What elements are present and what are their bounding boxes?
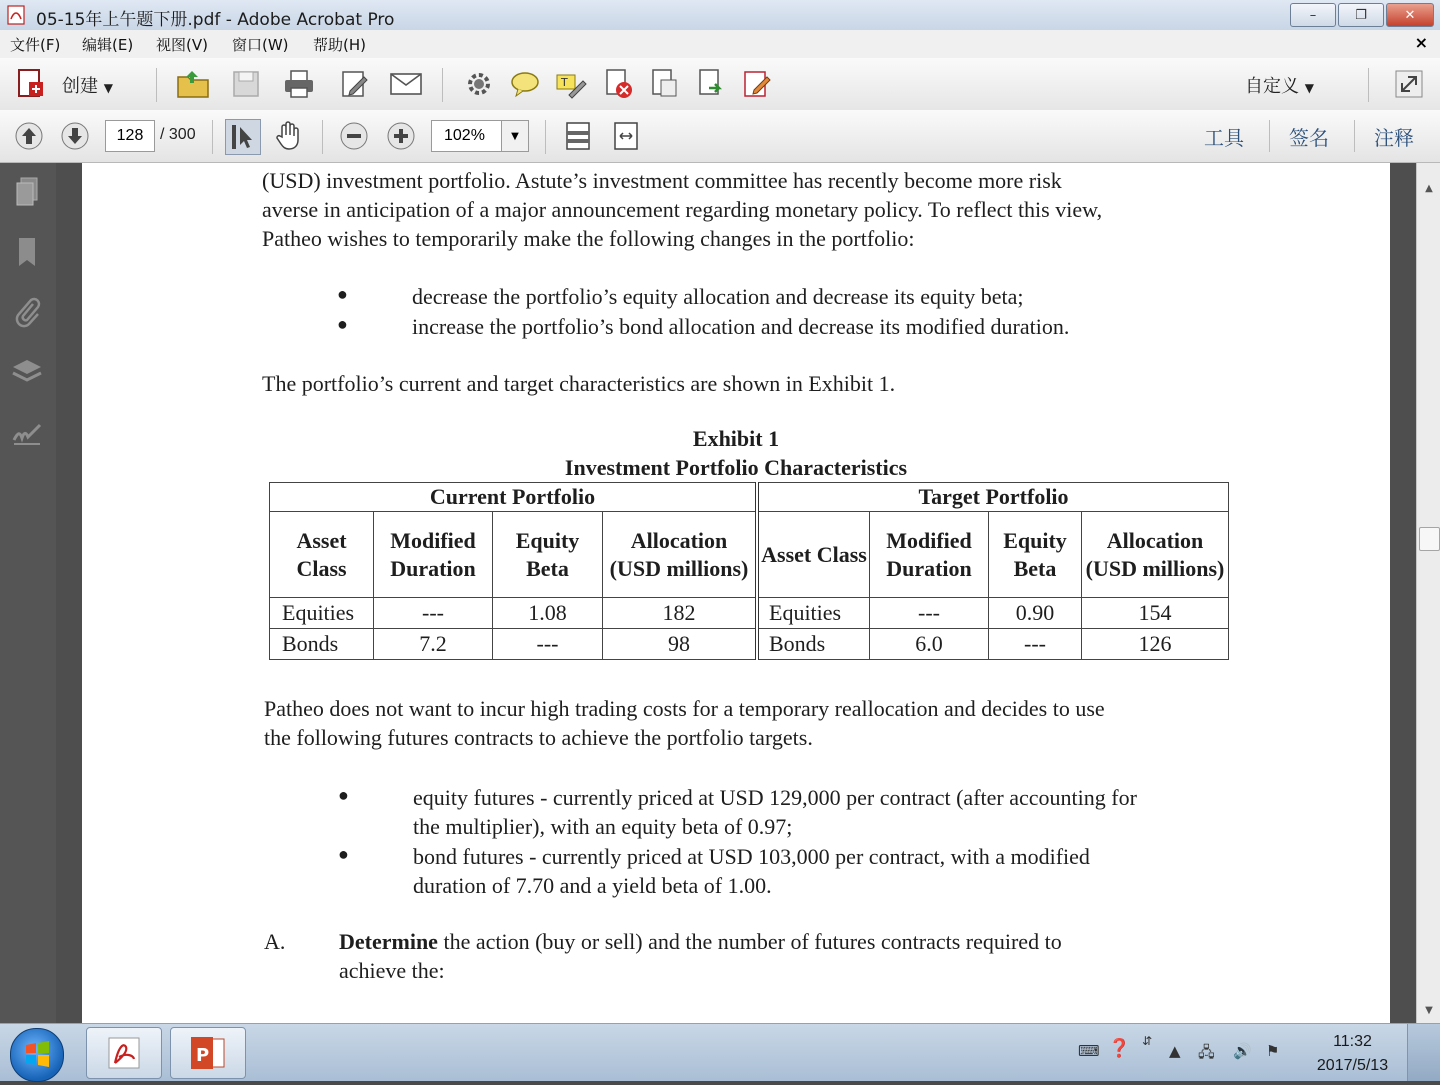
toolbar-divider [442,68,443,102]
windows-logo-icon [11,1029,63,1081]
taskbar-powerpoint-app[interactable] [170,1027,246,1079]
table-cell: Bonds [270,629,374,660]
title-bar [0,0,1440,31]
svg-text:P: P [196,1045,210,1066]
text-line: the action (buy or sell) and the number of futures contracts required to [437,929,1062,954]
column-header: Allocation (USD millions) [603,512,758,598]
hand-tool-icon[interactable] [272,119,306,153]
table-cell: --- [989,629,1082,660]
table-cell: Equities [757,598,870,629]
attachments-icon[interactable] [10,295,44,329]
acrobat-icon [106,1035,142,1071]
svg-text:T: T [561,76,568,89]
table-cell: Equities [270,598,374,629]
extract-page-icon[interactable] [648,67,682,101]
bullet-item [413,842,1090,900]
menu-window[interactable]: 窗口(W) [232,36,289,54]
table-cell: 154 [1082,598,1229,629]
previous-page-icon[interactable] [12,119,46,153]
delete-page-icon[interactable] [602,67,636,101]
keyboard-icon[interactable]: ⌨ [1078,1042,1100,1060]
bullet-icon: ● [338,785,349,805]
clock-date: 2017/5/13 [1316,1057,1389,1074]
toolbar-divider [212,120,213,154]
save-icon[interactable] [229,67,263,101]
text-line: Patheo wishes to temporarily make the following changes in the portfolio: [262,226,915,251]
menu-help[interactable]: 帮助(H) [313,36,366,54]
table-group-header: Current Portfolio [270,483,758,512]
signatures-icon[interactable] [10,417,44,451]
table-cell: 182 [603,598,758,629]
scrollbar-thumb[interactable] [1419,527,1440,551]
text-line: the following futures contracts to achieve the portfolio targets. [264,725,813,750]
action-center-icon[interactable]: ⚑ [1266,1042,1280,1060]
text-line: Patheo does not want to incur high trading costs for a temporary reallocation and decides to use [264,696,1105,721]
gear-icon[interactable] [462,67,496,101]
column-header: Modified Duration [374,512,493,598]
highlight-text-icon[interactable] [554,67,588,101]
edit-document-icon[interactable] [338,67,372,101]
language-bar-icon[interactable]: ⇵ [1142,1034,1153,1048]
chevron-down-icon: ▼ [103,81,113,95]
zoom-level-select[interactable] [431,120,529,152]
bullet-icon: ● [337,314,348,334]
column-header: Allocation (USD millions) [1082,512,1229,598]
bookmarks-icon[interactable] [10,235,44,269]
bullet-item [413,783,1137,841]
select-tool-icon[interactable] [225,119,261,155]
toolbar-divider [1368,68,1369,102]
bullet-icon: ● [337,284,348,304]
vertical-scrollbar[interactable] [1416,163,1440,1023]
text-line: bond futures - currently priced at USD 103,000 per contract, with a modified [413,844,1090,869]
document-viewer[interactable] [56,163,1416,1023]
minimize-button[interactable]: – [1290,3,1336,27]
column-header: Asset Class [757,512,870,598]
intro-paragraph [262,166,1102,253]
question-keyword: Determine [339,929,438,954]
text-line: achieve the: [339,958,445,983]
column-header: Equity Beta [989,512,1082,598]
pdf-page [82,163,1390,1023]
fit-page-icon[interactable] [561,119,595,153]
clock-time: 11:32 [1333,1033,1372,1050]
table-cell: 6.0 [870,629,989,660]
show-desktop-button[interactable] [1407,1024,1440,1081]
text-line: averse in anticipation of a major announcement regarding monetary policy. To reflect this view, [262,197,1103,222]
windows-taskbar [0,1023,1440,1081]
text-line: duration of 7.70 and a yield beta of 1.00. [413,873,772,898]
bullet-item: decrease the portfolio’s equity allocation and decrease its equity beta; [412,284,1024,309]
close-document-icon[interactable]: × [1414,33,1428,52]
comment-pane-link[interactable]: 注释 [1374,126,1414,150]
email-icon[interactable] [389,67,423,101]
text-line: equity futures - currently priced at USD 129,000 per contract (after accounting for [413,785,1137,810]
column-header: Asset Class [270,512,374,598]
restore-button[interactable]: ❐ [1338,3,1384,27]
toolbar-divider [545,120,546,154]
exhibit-table [269,482,1229,660]
table-cell: 126 [1082,629,1229,660]
page-thumbnails-icon[interactable] [10,175,44,209]
table-row [270,629,1229,660]
table-cell: 1.08 [493,598,603,629]
volume-icon[interactable]: 🔊 [1233,1042,1252,1060]
comment-bubble-icon[interactable] [508,67,542,101]
menu-bar [0,30,1440,59]
next-page-icon[interactable] [58,119,92,153]
powerpoint-icon [188,1034,228,1072]
futures-paragraph [264,694,1105,752]
navigation-toolbar [0,110,1440,163]
page-total: / 300 [160,126,196,143]
exhibit-title: Exhibit 1 [692,426,780,451]
zoom-level-value: 102% [444,127,485,144]
zoom-out-icon[interactable] [337,119,371,153]
table-cell: 0.90 [989,598,1082,629]
main-toolbar [0,58,1440,111]
table-cell: --- [870,598,989,629]
toolbar-divider [156,68,157,102]
system-clock[interactable] [1305,1030,1400,1078]
export-page-icon[interactable] [695,67,729,101]
print-icon[interactable] [282,67,316,101]
zoom-in-icon[interactable] [384,119,418,153]
toolbar-divider [1354,120,1355,152]
layers-icon[interactable] [10,355,44,389]
show-hidden-icons-icon[interactable]: ▲ [1169,1042,1181,1060]
menu-view[interactable]: 视图(V) [156,36,208,54]
menu-file[interactable]: 文件(F) [10,36,61,54]
taskbar-acrobat-app[interactable] [86,1027,162,1079]
question-letter: A. [264,929,286,954]
help-icon[interactable]: ❓ [1108,1038,1131,1059]
chevron-down-icon[interactable]: ▼ [501,121,528,151]
network-icon[interactable]: 🖧 [1198,1043,1215,1061]
open-folder-icon[interactable] [176,67,210,101]
sign-pane-link[interactable]: 签名 [1289,126,1329,150]
customize-menu-button[interactable]: 自定义 ▼ [1245,76,1314,97]
bullet-item: increase the portfolio’s bond allocation and decrease its modified duration. [412,314,1070,339]
exhibit-subtitle: Investment Portfolio Characteristics [564,455,908,480]
start-button[interactable] [10,1028,64,1082]
table-group-header: Target Portfolio [757,483,1229,512]
bullet-icon: ● [338,844,349,864]
column-header: Equity Beta [493,512,603,598]
characteristics-line: The portfolio’s current and target characteristics are shown in Exhibit 1. [262,371,896,396]
toolbar-divider [322,120,323,154]
question-text [339,927,1062,985]
text-line: (USD) investment portfolio. Astute’s investment committee has recently become more risk [262,168,1062,193]
page-number-input[interactable]: 128 [105,120,155,152]
text-line: the multiplier), with an equity beta of 0.97; [413,814,793,839]
expand-view-icon[interactable] [1392,67,1426,101]
scroll-up-icon[interactable]: ▲ [1425,182,1433,194]
acrobat-pdf-icon [6,5,26,25]
fit-width-icon[interactable] [609,119,643,153]
column-header: Modified Duration [870,512,989,598]
create-pdf-icon[interactable] [14,67,48,101]
chevron-down-icon: ▼ [1304,81,1314,95]
table-cell: --- [374,598,493,629]
table-cell: 7.2 [374,629,493,660]
table-cell: 98 [603,629,758,660]
create-menu-button[interactable]: 创建 ▼ [62,76,113,97]
navigation-pane [0,163,57,1023]
scroll-down-icon[interactable]: ▼ [1425,1004,1433,1016]
tools-pane-link[interactable]: 工具 [1204,126,1244,150]
window-title: 05-15年上午题下册.pdf - Adobe Acrobat Pro [36,10,395,30]
menu-edit[interactable]: 编辑(E) [82,36,134,54]
table-row [270,598,1229,629]
close-button[interactable]: ✕ [1386,3,1434,27]
table-cell: --- [493,629,603,660]
table-cell: Bonds [757,629,870,660]
toolbar-divider [1269,120,1270,152]
sign-document-icon[interactable] [740,67,774,101]
